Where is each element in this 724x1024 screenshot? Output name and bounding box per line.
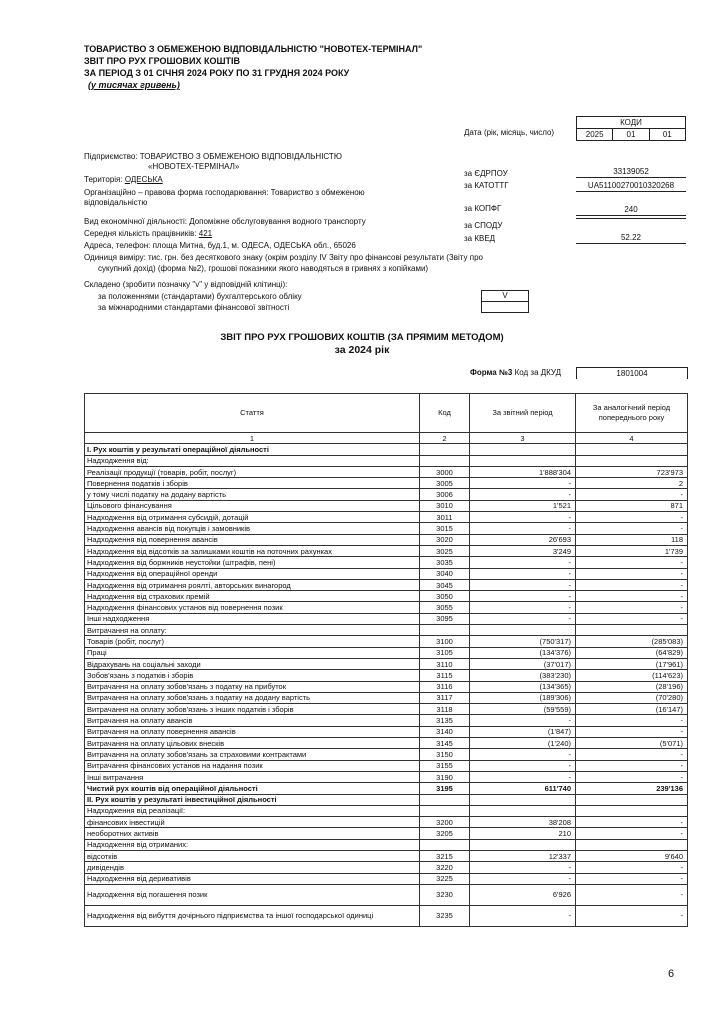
table-row bbox=[85, 489, 688, 500]
row-previous-value: (70'280) bbox=[576, 692, 688, 703]
legal-form-2: відповідальністю bbox=[84, 198, 148, 207]
table-row bbox=[85, 738, 688, 749]
row-code: 3117 bbox=[420, 692, 470, 703]
date-cells bbox=[576, 129, 686, 141]
table-row bbox=[85, 647, 688, 658]
row-label: Надходження від отримання субсидій, дотацій bbox=[85, 512, 420, 523]
row-label: Надходження від отриманих: bbox=[85, 839, 420, 850]
dkud-label: Код за ДКУД bbox=[514, 368, 562, 377]
row-previous-value: - bbox=[576, 873, 688, 884]
col-header-previous: За аналогічний період попереднього року bbox=[576, 394, 688, 433]
row-code bbox=[420, 444, 470, 455]
enterprise-name: ТОВАРИСТВО З ОБМЕЖЕНОЮ ВІДПОВІДАЛЬНІСТЮ bbox=[139, 152, 342, 161]
row-code: 3010 bbox=[420, 500, 470, 511]
report-period: ЗА ПЕРІОД З 01 СІЧНЯ 2024 РОКУ ПО 31 ГРУДНЯ 2024 РОКУ bbox=[84, 68, 350, 78]
address: Адреса, телефон: площа Митна, буд.1, м. ОДЕСА, ОДЕСЬКА обл., 65026 bbox=[84, 241, 356, 250]
territory-value: ОДЕСЬКА bbox=[124, 175, 163, 184]
row-label: необоротних активів bbox=[85, 828, 420, 839]
row-current-value: - bbox=[470, 489, 576, 500]
row-previous-value: (5'071) bbox=[576, 738, 688, 749]
row-previous-value: - bbox=[576, 523, 688, 534]
row-previous-value: 2 bbox=[576, 478, 688, 489]
row-label: Цільового фінансування bbox=[85, 500, 420, 511]
row-label: Витрачання на оплату: bbox=[85, 625, 420, 636]
row-label: Надходження від деривативів bbox=[85, 873, 420, 884]
row-code bbox=[420, 625, 470, 636]
row-label: Надходження від погашення позик bbox=[85, 884, 420, 905]
territory-label: Територія: bbox=[84, 175, 123, 184]
units-line-2: сукупний дохід) (форма №2), грошові показники якого наводяться в гривнях з копійками) bbox=[98, 264, 429, 273]
row-label: Надходження фінансових установ від повернення позик bbox=[85, 602, 420, 613]
date-month: 01 bbox=[613, 129, 649, 140]
row-current-value: 1'888'304 bbox=[470, 466, 576, 477]
table-row bbox=[85, 636, 688, 647]
row-current-value: - bbox=[470, 557, 576, 568]
table-row bbox=[85, 828, 688, 839]
row-label: дивідендів bbox=[85, 862, 420, 873]
table-row bbox=[85, 862, 688, 873]
report-units: (у тисячах гривень) bbox=[88, 80, 180, 90]
row-current-value: 611'740 bbox=[470, 783, 576, 794]
row-current-value bbox=[470, 805, 576, 816]
employees-label: Середня кількість працівників: bbox=[84, 229, 197, 238]
row-current-value: 6'926 bbox=[470, 884, 576, 905]
row-current-value: (37'017) bbox=[470, 658, 576, 669]
row-code: 3220 bbox=[420, 862, 470, 873]
row-current-value: (134'376) bbox=[470, 647, 576, 658]
row-label: Надходження від повернення авансів bbox=[85, 534, 420, 545]
compiled-note: Складено (зробити позначку "v" у відповідній клітинці): bbox=[84, 280, 288, 289]
row-label: Витрачання на оплату авансів bbox=[85, 715, 420, 726]
report-title: ЗВІТ ПРО РУХ ГРОШОВИХ КОШТІВ (ЗА ПРЯМИМ МЕТОДОМ) bbox=[220, 332, 504, 343]
table-number-row bbox=[85, 433, 688, 444]
row-label: відсотків bbox=[85, 850, 420, 861]
row-previous-value: 723'973 bbox=[576, 466, 688, 477]
row-current-value: - bbox=[470, 749, 576, 760]
row-code: 3116 bbox=[420, 681, 470, 692]
company-title: ТОВАРИСТВО З ОБМЕЖЕНОЮ ВІДПОВІДАЛЬНІСТЮ "НОВОТЕХ-ТЕРМІНАЛ" bbox=[84, 44, 423, 54]
row-label: Праці bbox=[85, 647, 420, 658]
row-previous-value: 9'640 bbox=[576, 850, 688, 861]
row-label: Витрачання на оплату зобов'язань з інших податків і зборів bbox=[85, 704, 420, 715]
row-current-value bbox=[470, 625, 576, 636]
row-label: Надходження від страхових премій bbox=[85, 591, 420, 602]
codes-title: КОДИ bbox=[576, 116, 686, 129]
row-current-value: - bbox=[470, 862, 576, 873]
row-label: Надходження від операційної оренди bbox=[85, 568, 420, 579]
row-current-value: - bbox=[470, 591, 576, 602]
row-current-value: (189'306) bbox=[470, 692, 576, 703]
activity-value: Допоміжне обслуговування водного транспорту bbox=[189, 217, 366, 226]
form-label: Форма №3 bbox=[470, 368, 513, 377]
row-previous-value bbox=[576, 444, 688, 455]
col-number-2: 2 bbox=[420, 433, 470, 444]
row-code: 3145 bbox=[420, 738, 470, 749]
row-previous-value: 118 bbox=[576, 534, 688, 545]
table-row bbox=[85, 478, 688, 489]
table-row bbox=[85, 568, 688, 579]
row-previous-value: - bbox=[576, 749, 688, 760]
cash-flow-table bbox=[84, 393, 688, 927]
row-label: Витрачання на оплату зобов'язань за страховими контрактами bbox=[85, 749, 420, 760]
row-code: 3050 bbox=[420, 591, 470, 602]
row-current-value: (59'559) bbox=[470, 704, 576, 715]
row-code bbox=[420, 455, 470, 466]
standards-intl: за міжнародними стандартами фінансової звітності bbox=[98, 303, 290, 312]
row-previous-value: - bbox=[576, 489, 688, 500]
kopfg-label: за КОПФГ bbox=[464, 204, 502, 213]
kopfg-value: 240 bbox=[576, 204, 686, 216]
row-previous-value bbox=[576, 455, 688, 466]
kved-label: за КВЕД bbox=[464, 234, 496, 243]
row-current-value: (1'240) bbox=[470, 738, 576, 749]
table-row bbox=[85, 557, 688, 568]
row-label: Надходження від вибуття дочірнього підприємства та іншої господарської одиниці bbox=[85, 905, 420, 926]
table-row bbox=[85, 715, 688, 726]
row-current-value bbox=[470, 455, 576, 466]
row-code: 3035 bbox=[420, 557, 470, 568]
table-row bbox=[85, 512, 688, 523]
dkud-value: 1801004 bbox=[576, 367, 688, 379]
row-previous-value: 239'136 bbox=[576, 783, 688, 794]
col-number-1: 1 bbox=[85, 433, 420, 444]
table-row bbox=[85, 613, 688, 624]
row-code: 3215 bbox=[420, 850, 470, 861]
row-code: 3095 bbox=[420, 613, 470, 624]
table-row bbox=[85, 805, 688, 816]
table-row bbox=[85, 749, 688, 760]
row-previous-value: (285'083) bbox=[576, 636, 688, 647]
enterprise-label: Підприємство: bbox=[84, 152, 138, 161]
date-label: Дата (рік, місяць, число) bbox=[464, 128, 555, 137]
row-current-value: 210 bbox=[470, 828, 576, 839]
row-code: 3100 bbox=[420, 636, 470, 647]
row-previous-value: - bbox=[576, 602, 688, 613]
row-label: Надходження від реалізації: bbox=[85, 805, 420, 816]
row-code bbox=[420, 805, 470, 816]
table-row bbox=[85, 692, 688, 703]
row-previous-value: 1'739 bbox=[576, 545, 688, 556]
activity-label: Вид економічної діяльності: bbox=[84, 217, 187, 226]
row-previous-value: - bbox=[576, 715, 688, 726]
spodu-value bbox=[576, 218, 686, 219]
row-code: 3155 bbox=[420, 760, 470, 771]
row-code: 3006 bbox=[420, 489, 470, 500]
row-previous-value: - bbox=[576, 828, 688, 839]
row-current-value: - bbox=[470, 613, 576, 624]
row-label: Інші надходження bbox=[85, 613, 420, 624]
row-previous-value: (16'147) bbox=[576, 704, 688, 715]
report-year: за 2024 рік bbox=[334, 344, 390, 356]
row-code: 3115 bbox=[420, 670, 470, 681]
row-current-value: - bbox=[470, 478, 576, 489]
row-label: Надходження від відсотків за залишками коштів на поточних рахунках bbox=[85, 545, 420, 556]
row-current-value: 12'337 bbox=[470, 850, 576, 861]
row-previous-value: - bbox=[576, 905, 688, 926]
table-row bbox=[85, 839, 688, 850]
row-current-value: - bbox=[470, 760, 576, 771]
total-row bbox=[85, 783, 688, 794]
katottg-label: за КАТОТТГ bbox=[464, 181, 509, 190]
standards-national: за положеннями (стандартами) бухгалтерського обліку bbox=[98, 292, 302, 301]
row-code: 3025 bbox=[420, 545, 470, 556]
row-code: 3135 bbox=[420, 715, 470, 726]
row-current-value: - bbox=[470, 771, 576, 782]
row-label: I. Рух коштів у результаті операційної діяльності bbox=[85, 444, 420, 455]
row-current-value: - bbox=[470, 579, 576, 590]
edrpou-label: за ЄДРПОУ bbox=[464, 169, 508, 178]
table-row bbox=[85, 545, 688, 556]
row-code: 3235 bbox=[420, 905, 470, 926]
table-row bbox=[85, 681, 688, 692]
employees-value: 421 bbox=[198, 229, 213, 238]
row-current-value: 38'208 bbox=[470, 817, 576, 828]
row-code: 3150 bbox=[420, 749, 470, 760]
row-label: Надходження від боржників неустойки (штрафів, пені) bbox=[85, 557, 420, 568]
row-current-value: - bbox=[470, 905, 576, 926]
form-row bbox=[470, 368, 561, 378]
row-current-value: (1'847) bbox=[470, 726, 576, 737]
row-previous-value bbox=[576, 794, 688, 805]
row-current-value bbox=[470, 794, 576, 805]
row-current-value: 1'521 bbox=[470, 500, 576, 511]
table-row bbox=[85, 771, 688, 782]
row-current-value: - bbox=[470, 512, 576, 523]
date-day: 01 bbox=[662, 130, 672, 139]
mark-national-cell: V bbox=[481, 290, 529, 302]
kved-value: 52.22 bbox=[576, 232, 686, 244]
row-previous-value: (64'829) bbox=[576, 647, 688, 658]
row-code: 3105 bbox=[420, 647, 470, 658]
row-label: Товарів (робіт, послуг) bbox=[85, 636, 420, 647]
row-code: 3230 bbox=[420, 884, 470, 905]
row-previous-value: - bbox=[576, 613, 688, 624]
row-label: Витрачання на оплату повернення авансів bbox=[85, 726, 420, 737]
row-code: 3118 bbox=[420, 704, 470, 715]
territory-row bbox=[84, 175, 163, 185]
row-previous-value: (114'623) bbox=[576, 670, 688, 681]
row-label: Витрачання фінансових установ на надання позик bbox=[85, 760, 420, 771]
row-code: 3040 bbox=[420, 568, 470, 579]
table-row bbox=[85, 704, 688, 715]
row-previous-value: - bbox=[576, 884, 688, 905]
row-previous-value: - bbox=[576, 512, 688, 523]
row-code: 3015 bbox=[420, 523, 470, 534]
row-label: Витрачання на оплату зобов'язань з податку на прибуток bbox=[85, 681, 420, 692]
table-row bbox=[85, 873, 688, 884]
row-previous-value: - bbox=[576, 726, 688, 737]
row-label: Надходження від отримання роялті, авторських винагород bbox=[85, 579, 420, 590]
row-current-value: (134'365) bbox=[470, 681, 576, 692]
section-header-row bbox=[85, 794, 688, 805]
employees-row bbox=[84, 229, 212, 239]
row-previous-value: - bbox=[576, 760, 688, 771]
row-label: II. Рух коштів у результаті інвестиційної діяльності bbox=[85, 794, 420, 805]
enterprise-name-2: «НОВОТЕХ-ТЕРМІНАЛ» bbox=[148, 162, 240, 171]
row-current-value: - bbox=[470, 523, 576, 534]
table-row bbox=[85, 466, 688, 477]
table-row bbox=[85, 658, 688, 669]
row-code: 3011 bbox=[420, 512, 470, 523]
row-current-value: (750'317) bbox=[470, 636, 576, 647]
row-previous-value: - bbox=[576, 579, 688, 590]
row-label: Витрачання на оплату зобов'язань з податку на додану вартість bbox=[85, 692, 420, 703]
row-code: 3055 bbox=[420, 602, 470, 613]
row-label: фінансових інвестицій bbox=[85, 817, 420, 828]
row-label: Повернення податків і зборів bbox=[85, 478, 420, 489]
legal-form-1: Організаційно – правова форма господарювання: Товариство з обмеженою bbox=[84, 188, 365, 197]
row-previous-value: - bbox=[576, 862, 688, 873]
codes-box bbox=[576, 116, 686, 141]
row-code bbox=[420, 794, 470, 805]
table-row bbox=[85, 534, 688, 545]
table-row bbox=[85, 850, 688, 861]
date-year: 2025 bbox=[577, 129, 613, 140]
row-previous-value: 871 bbox=[576, 500, 688, 511]
table-row bbox=[85, 625, 688, 636]
row-code: 3005 bbox=[420, 478, 470, 489]
row-label: Надходження від: bbox=[85, 455, 420, 466]
row-previous-value: - bbox=[576, 771, 688, 782]
activity-row bbox=[84, 217, 366, 227]
row-label: Витрачання на оплату цільових внесків bbox=[85, 738, 420, 749]
table-row bbox=[85, 905, 688, 926]
table-row bbox=[85, 602, 688, 613]
section-header-row bbox=[85, 444, 688, 455]
row-label: Надходження авансів від покупців і замовників bbox=[85, 523, 420, 534]
row-current-value: - bbox=[470, 568, 576, 579]
row-previous-value bbox=[576, 839, 688, 850]
row-previous-value: - bbox=[576, 591, 688, 602]
col-header-current: За звітний період bbox=[470, 394, 576, 433]
table-row bbox=[85, 455, 688, 466]
row-code: 3020 bbox=[420, 534, 470, 545]
row-label: у тому числі податку на додану вартість bbox=[85, 489, 420, 500]
row-code: 3000 bbox=[420, 466, 470, 477]
page-number: 6 bbox=[668, 968, 675, 980]
row-code: 3195 bbox=[420, 783, 470, 794]
table-row bbox=[85, 579, 688, 590]
mark-intl-cell bbox=[481, 301, 529, 313]
row-previous-value bbox=[576, 805, 688, 816]
row-code bbox=[420, 839, 470, 850]
row-current-value bbox=[470, 444, 576, 455]
table-header-row bbox=[85, 394, 688, 433]
table-row bbox=[85, 817, 688, 828]
row-code: 3205 bbox=[420, 828, 470, 839]
row-code: 3110 bbox=[420, 658, 470, 669]
table-row bbox=[85, 760, 688, 771]
units-line-1: Одиниця виміру: тис. грн. без десяткового знаку (окрім розділу IV Звіту про фінансові результати (Звіту про bbox=[84, 253, 483, 262]
row-code: 3140 bbox=[420, 726, 470, 737]
table-row bbox=[85, 670, 688, 681]
katottg-value: UA51100270010320268 bbox=[576, 180, 686, 192]
row-current-value: 26'693 bbox=[470, 534, 576, 545]
row-label: Інші витрачання bbox=[85, 771, 420, 782]
row-code: 3045 bbox=[420, 579, 470, 590]
col-number-4: 4 bbox=[576, 433, 688, 444]
row-current-value: 3'249 bbox=[470, 545, 576, 556]
enterprise-row bbox=[84, 152, 342, 162]
row-current-value: - bbox=[470, 715, 576, 726]
row-label: Відрахувань на соціальні заходи bbox=[85, 658, 420, 669]
row-current-value: - bbox=[470, 602, 576, 613]
row-label: Зобов'язань з податків і зборів bbox=[85, 670, 420, 681]
table-row bbox=[85, 500, 688, 511]
row-previous-value: (28'196) bbox=[576, 681, 688, 692]
row-code: 3225 bbox=[420, 873, 470, 884]
row-previous-value bbox=[576, 625, 688, 636]
table-row bbox=[85, 884, 688, 905]
row-current-value: - bbox=[470, 873, 576, 884]
row-previous-value: - bbox=[576, 817, 688, 828]
row-previous-value: (17'961) bbox=[576, 658, 688, 669]
row-previous-value: - bbox=[576, 568, 688, 579]
report-name: ЗВІТ ПРО РУХ ГРОШОВИХ КОШТІВ bbox=[84, 56, 241, 66]
row-label: Реалізації продукції (товарів, робіт, послуг) bbox=[85, 466, 420, 477]
col-number-3: 3 bbox=[470, 433, 576, 444]
table-row bbox=[85, 523, 688, 534]
spodu-label: за СПОДУ bbox=[464, 221, 503, 230]
row-previous-value: - bbox=[576, 557, 688, 568]
row-code: 3190 bbox=[420, 771, 470, 782]
edrpou-value: 33139052 bbox=[576, 166, 686, 178]
table-row bbox=[85, 726, 688, 737]
col-header-article: Стаття bbox=[85, 394, 420, 433]
col-header-code: Код bbox=[420, 394, 470, 433]
row-current-value bbox=[470, 839, 576, 850]
row-current-value: (383'230) bbox=[470, 670, 576, 681]
row-code: 3200 bbox=[420, 817, 470, 828]
table-row bbox=[85, 591, 688, 602]
row-label: Чистий рух коштів від операційної діяльності bbox=[85, 783, 420, 794]
